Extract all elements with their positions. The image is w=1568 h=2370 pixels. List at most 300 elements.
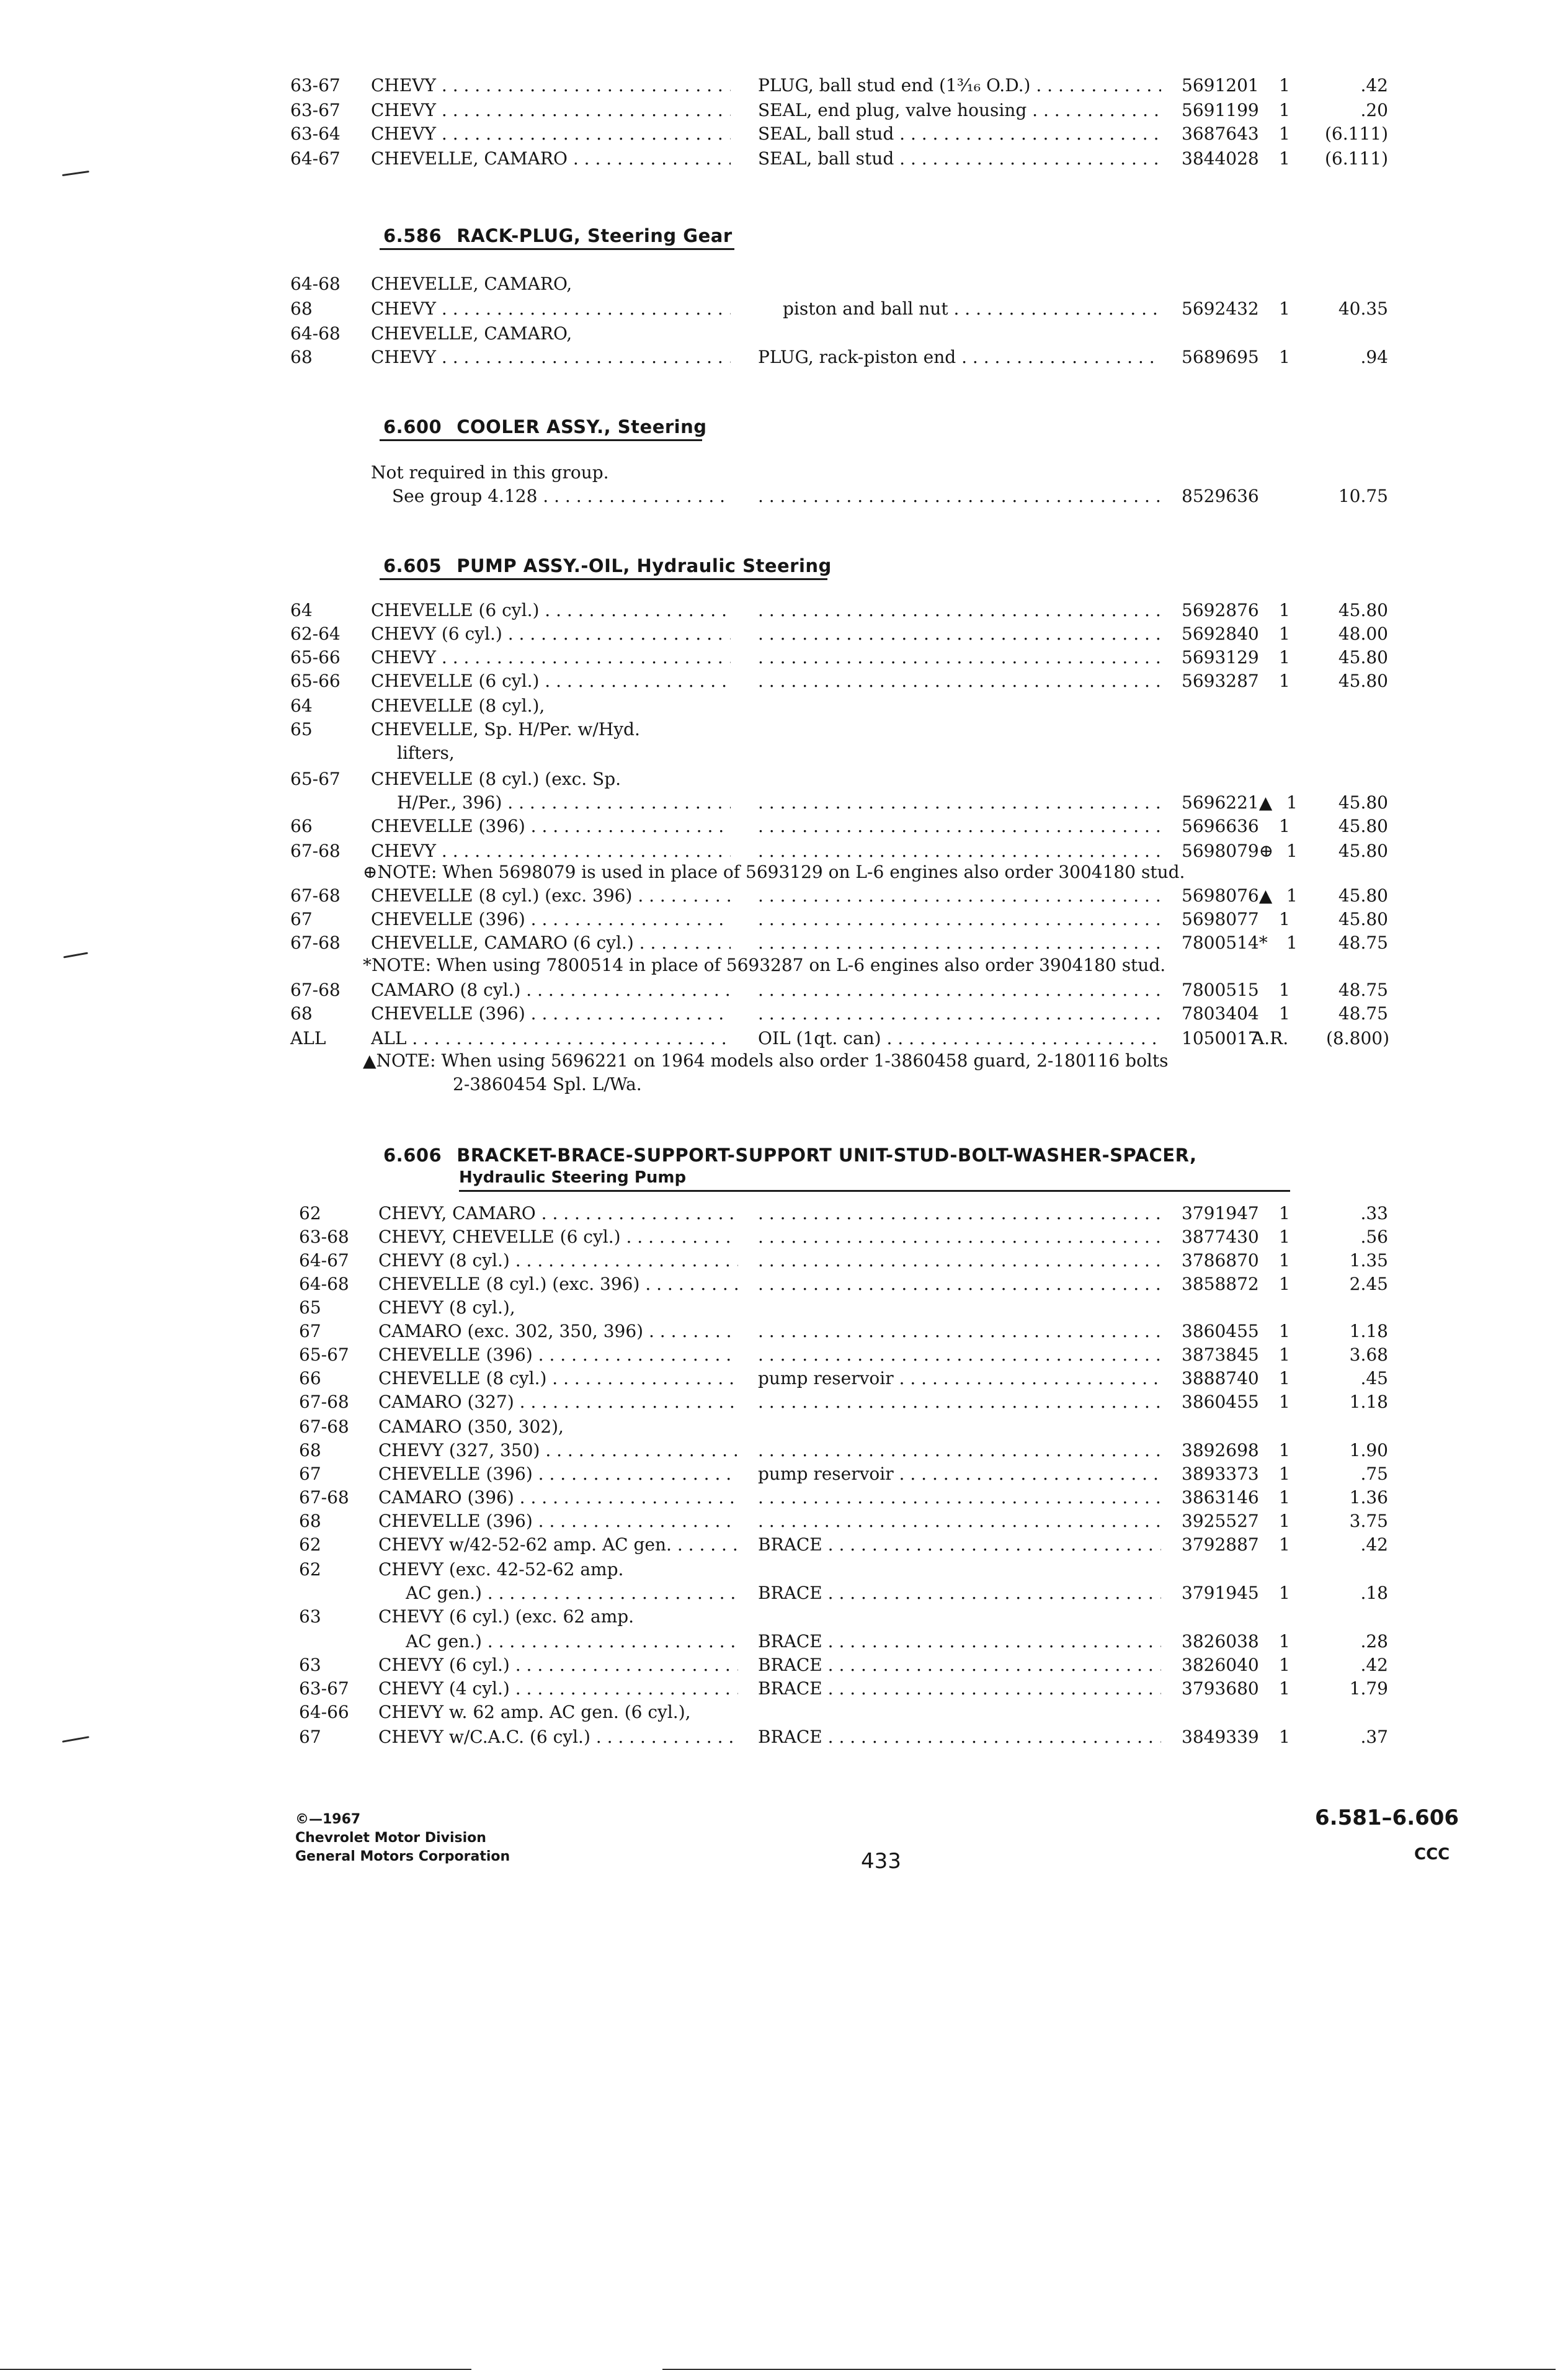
- list-item: [0, 98, 1568, 123]
- price: .56: [1360, 1227, 1388, 1247]
- price: 1.36: [1349, 1487, 1388, 1508]
- model-name: CHEVELLE (8 cyl.) . . .: [378, 1366, 738, 1391]
- price: .28: [1360, 1631, 1388, 1652]
- model-name: CHEVY . . .: [371, 98, 731, 123]
- list-item: [0, 1509, 1568, 1534]
- part-description: PLUG, rack-piston end . . .: [758, 345, 1161, 370]
- year-range: 63-64: [290, 123, 341, 144]
- price: .45: [1360, 1368, 1388, 1388]
- year-range: 65-67: [299, 1344, 349, 1365]
- quantity: 1: [1279, 1392, 1290, 1412]
- list-item: [0, 978, 1568, 1003]
- part-number: 3793680: [1182, 1678, 1259, 1699]
- quantity: 1: [1279, 600, 1290, 620]
- part-number: 5693287: [1182, 671, 1259, 691]
- list-item: [0, 767, 1568, 792]
- model-name: CHEVY . . .: [371, 297, 731, 321]
- year-range: 63-67: [299, 1678, 349, 1699]
- model-name: CHEVY w/C.A.C. (6 cyl.) . . .: [378, 1725, 738, 1750]
- section-underline: [380, 248, 734, 250]
- part-description: [758, 669, 1161, 694]
- model-name: CHEVY, CAMARO . . .: [378, 1201, 738, 1226]
- list-item: [0, 1581, 1568, 1606]
- quantity: 1: [1279, 647, 1290, 668]
- part-number: 3888740: [1182, 1368, 1259, 1388]
- list-item: [0, 669, 1568, 694]
- quantity: 1: [1286, 792, 1298, 813]
- part-description: [758, 598, 1161, 623]
- year-range: 64-66: [299, 1702, 349, 1722]
- quantity: 1: [1279, 298, 1290, 319]
- model-name: CAMARO (327) . . .: [378, 1390, 738, 1415]
- list-item: [0, 1026, 1568, 1051]
- price: (8.800): [1325, 1028, 1389, 1049]
- part-number: 3860455: [1182, 1392, 1259, 1412]
- section-number: 6.600: [383, 416, 442, 437]
- model-name: CHEVELLE (396) . . .: [371, 907, 731, 932]
- part-description: [758, 1319, 1161, 1344]
- quantity: 1: [1279, 1003, 1290, 1024]
- price: 45.80: [1338, 792, 1388, 813]
- list-item: [0, 741, 1568, 766]
- quantity: 1: [1279, 624, 1290, 644]
- part-description: [758, 1201, 1161, 1226]
- model-name: lifters,: [397, 743, 455, 763]
- part-description: OIL (1qt. can) . . .: [758, 1026, 1161, 1051]
- part-number: 5696636: [1182, 816, 1259, 836]
- model-name: CHEVELLE, CAMARO,: [371, 274, 572, 294]
- note-text: Not required in this group.: [371, 462, 609, 483]
- part-number: 3791947: [1182, 1203, 1259, 1223]
- part-description: SEAL, end plug, valve housing . . .: [758, 98, 1161, 123]
- section-number: 6.606: [383, 1145, 442, 1166]
- part-description: [758, 1225, 1161, 1250]
- year-range: 67-68: [299, 1416, 349, 1437]
- list-item: [0, 1462, 1568, 1487]
- list-item: [0, 694, 1568, 718]
- list-item: [0, 1676, 1568, 1701]
- model-name: CHEVY (6 cyl.) (exc. 62 amp.: [378, 1606, 635, 1627]
- part-description: [758, 814, 1161, 839]
- model-name: CHEVELLE (8 cyl.) (exc. 396) . . .: [378, 1272, 738, 1297]
- price: 45.80: [1338, 647, 1388, 668]
- section-underline: [380, 578, 827, 580]
- year-range: 63: [299, 1606, 321, 1627]
- part-number: 3826040: [1182, 1655, 1259, 1675]
- list-item: [0, 1532, 1568, 1557]
- quantity: 1: [1279, 1534, 1290, 1555]
- year-range: 65: [290, 719, 313, 740]
- quantity: 1: [1279, 1344, 1290, 1365]
- part-description: [758, 1438, 1161, 1463]
- list-item: [0, 345, 1568, 370]
- list-item: [0, 645, 1568, 670]
- part-number: 3826038: [1182, 1631, 1259, 1652]
- list-item: [0, 1366, 1568, 1391]
- year-range: 62: [299, 1534, 321, 1555]
- part-number: 5692876: [1182, 600, 1259, 620]
- model-name: CHEVY, CHEVELLE (6 cyl.) . . .: [378, 1225, 738, 1250]
- list-item: [0, 1415, 1568, 1439]
- quantity: 1: [1279, 909, 1290, 929]
- quantity: 1: [1279, 1227, 1290, 1247]
- price: 48.75: [1338, 980, 1388, 1000]
- section-heading: [383, 414, 707, 439]
- model-name: CAMARO (8 cyl.) . . .: [371, 978, 731, 1003]
- year-range: 64: [290, 600, 313, 620]
- model-name: CHEVELLE, CAMARO (6 cyl.) . . .: [371, 931, 731, 955]
- section-title: COOLER ASSY., Steering: [457, 416, 707, 437]
- part-number: 3877430: [1182, 1227, 1259, 1247]
- year-range: 67: [299, 1321, 321, 1341]
- part-number: 3792887: [1182, 1534, 1259, 1555]
- list-item: [0, 1225, 1568, 1250]
- model-name: CHEVELLE (396) . . .: [371, 814, 731, 839]
- model-name: CHEVELLE, Sp. H/Per. w/Hyd.: [371, 719, 640, 740]
- price: 45.80: [1338, 841, 1388, 861]
- quantity: 1: [1279, 1368, 1290, 1388]
- model-name: CHEVY (327, 350) . . .: [378, 1438, 738, 1463]
- publisher-info: [295, 1810, 510, 1866]
- year-range: 67-68: [290, 980, 341, 1000]
- quantity: 1: [1279, 100, 1290, 120]
- model-name: CHEVELLE (396) . . .: [371, 1001, 731, 1026]
- model-name: CHEVY . . .: [371, 645, 731, 670]
- list-item: [0, 1629, 1568, 1654]
- part-description: [758, 1343, 1161, 1367]
- part-number: 1050017: [1182, 1028, 1259, 1049]
- part-number: 7800515: [1182, 980, 1259, 1000]
- list-item: [0, 297, 1568, 321]
- model-name: CHEVELLE, CAMARO,: [371, 323, 572, 344]
- model-name: H/Per., 396) . . .: [397, 790, 731, 815]
- list-item: [0, 1201, 1568, 1226]
- part-description: SEAL, ball stud . . .: [758, 146, 1161, 171]
- list-item: [0, 814, 1568, 839]
- model-name: CHEVELLE (8 cyl.),: [371, 695, 545, 716]
- price: .42: [1360, 1655, 1388, 1675]
- part-description: BRACE . . .: [758, 1629, 1161, 1654]
- list-item: [0, 1725, 1568, 1750]
- quantity: 1: [1279, 1274, 1290, 1294]
- part-number: 3873845: [1182, 1344, 1259, 1365]
- list-item: [0, 1604, 1568, 1629]
- part-number: 3863146: [1182, 1487, 1259, 1508]
- year-range: 62: [299, 1559, 321, 1580]
- list-item: [0, 1295, 1568, 1320]
- list-item: [0, 73, 1568, 98]
- part-description: [758, 1390, 1161, 1415]
- model-name: CHEVY . . .: [371, 73, 731, 98]
- part-number: 3893373: [1182, 1464, 1259, 1484]
- price: .18: [1360, 1583, 1388, 1603]
- quantity: 1: [1279, 1678, 1290, 1699]
- part-number: 3925527: [1182, 1511, 1259, 1531]
- list-item: [0, 1343, 1568, 1367]
- section-heading: [383, 223, 733, 248]
- part-number: 8529636: [1182, 486, 1259, 506]
- year-range: 62: [299, 1203, 321, 1223]
- part-number: 3860455: [1182, 1321, 1259, 1341]
- price: 1.90: [1349, 1440, 1388, 1460]
- section-title: BRACKET-BRACE-SUPPORT-SUPPORT UNIT-STUD-BOLT-WASHER-SPACER,: [457, 1145, 1197, 1166]
- part-description: PLUG, ball stud end (1³⁄₁₆ O.D.) . . .: [758, 73, 1161, 98]
- year-range: ALL: [290, 1028, 326, 1049]
- quantity: A.R.: [1252, 1028, 1289, 1049]
- list-item: [0, 790, 1568, 815]
- quantity: 1: [1279, 1583, 1290, 1603]
- model-name: CHEVELLE (8 cyl.) (exc. Sp.: [371, 769, 621, 789]
- footnote: ▲NOTE: When using 5696221 on 1964 models also order 1-3860458 guard, 2-180116 bolts: [363, 1050, 1169, 1071]
- list-item: [0, 883, 1568, 908]
- part-description: [758, 978, 1161, 1003]
- model-name: CHEVY (6 cyl.) . . .: [378, 1653, 738, 1678]
- list-item: [0, 321, 1568, 346]
- year-range: 65-67: [290, 769, 341, 789]
- part-description: SEAL, ball stud . . .: [758, 122, 1161, 146]
- margin-mark: [62, 171, 89, 176]
- group-range: 6.581–6.606: [1315, 1805, 1459, 1830]
- year-range: 62-64: [290, 624, 341, 644]
- model-name: CHEVELLE (396) . . .: [378, 1462, 738, 1487]
- year-range: 67: [299, 1464, 321, 1484]
- price: 3.75: [1349, 1511, 1388, 1531]
- part-description: [758, 907, 1161, 932]
- list-item: [0, 122, 1568, 146]
- quantity: 1: [1279, 671, 1290, 691]
- part-description: pump reservoir . . .: [758, 1462, 1161, 1487]
- section-subtitle: Hydraulic Steering Pump: [459, 1168, 687, 1187]
- section-number: 6.586: [383, 225, 442, 246]
- quantity: 1: [1279, 1464, 1290, 1484]
- model-name: CHEVY w. 62 amp. AC gen. (6 cyl.),: [378, 1702, 691, 1722]
- year-range: 68: [290, 298, 313, 319]
- list-item: [0, 1485, 1568, 1510]
- year-range: 68: [299, 1440, 321, 1460]
- model-name: CHEVY . . .: [371, 122, 731, 146]
- section-underline: [459, 1190, 1290, 1192]
- year-range: 65-66: [290, 671, 341, 691]
- year-range: 64-68: [290, 323, 341, 344]
- part-description: BRACE . . .: [758, 1532, 1161, 1557]
- list-item: [0, 1557, 1568, 1582]
- section-underline: [380, 439, 702, 441]
- price: 45.80: [1338, 885, 1388, 906]
- quantity: 1: [1279, 1727, 1290, 1747]
- model-name: CHEVY (4 cyl.) . . .: [378, 1676, 738, 1701]
- price: 10.75: [1338, 486, 1388, 506]
- quantity: 1: [1279, 75, 1290, 96]
- model-name: AC gen.) . . .: [406, 1629, 739, 1654]
- list-item: [0, 1001, 1568, 1026]
- quantity: 1: [1279, 123, 1290, 144]
- list-item: [0, 598, 1568, 623]
- year-range: 64-67: [290, 148, 341, 169]
- part-number: 7800514*: [1182, 932, 1268, 953]
- year-range: 66: [299, 1368, 321, 1388]
- quantity: 1: [1279, 148, 1290, 169]
- year-range: 63: [299, 1655, 321, 1675]
- price: 1.79: [1349, 1678, 1388, 1699]
- list-item: [0, 1319, 1568, 1344]
- part-description: BRACE . . .: [758, 1581, 1161, 1606]
- part-number: 3858872: [1182, 1274, 1259, 1294]
- year-range: 67: [299, 1727, 321, 1747]
- price: .42: [1360, 75, 1388, 96]
- quantity: 1: [1279, 1250, 1290, 1271]
- model-name: CHEVELLE (8 cyl.) (exc. 396) . . .: [371, 883, 731, 908]
- year-range: 67-68: [290, 885, 341, 906]
- corporation-name: General Motors Corporation: [295, 1849, 510, 1864]
- quantity: 1: [1286, 932, 1298, 953]
- price: .94: [1360, 347, 1388, 367]
- price: 45.80: [1338, 816, 1388, 836]
- quantity: 1: [1279, 980, 1290, 1000]
- part-description: [758, 883, 1161, 908]
- footnote: 2-3860454 Spl. L/Wa.: [453, 1074, 642, 1094]
- model-name: CHEVY (8 cyl.) . . .: [378, 1248, 738, 1273]
- year-range: 68: [290, 347, 313, 367]
- price: (6.111): [1324, 123, 1388, 144]
- price: 45.80: [1338, 909, 1388, 929]
- part-description: piston and ball nut . . .: [783, 297, 1161, 321]
- part-description: [758, 1248, 1161, 1273]
- section-title: RACK-PLUG, Steering Gear: [457, 225, 733, 246]
- part-number: 5698077: [1182, 909, 1259, 929]
- quantity: 1: [1286, 841, 1298, 861]
- year-range: 67: [290, 909, 313, 929]
- model-name: CAMARO (396) . . .: [378, 1485, 738, 1510]
- part-number: 3687643: [1182, 123, 1259, 144]
- price: 45.80: [1338, 671, 1388, 691]
- year-range: 64-68: [290, 274, 341, 294]
- part-number: 5693129: [1182, 647, 1259, 668]
- quantity: 1: [1279, 1440, 1290, 1460]
- year-range: 67-68: [290, 841, 341, 861]
- price: .20: [1360, 100, 1388, 120]
- part-number: 5698079⊕: [1182, 841, 1274, 861]
- model-name: CAMARO (350, 302),: [378, 1416, 564, 1437]
- list-item: [0, 272, 1568, 297]
- quantity: 1: [1286, 885, 1298, 906]
- price: 2.45: [1349, 1274, 1388, 1294]
- list-item: [0, 1700, 1568, 1725]
- list-item: [0, 1653, 1568, 1678]
- price: 40.35: [1338, 298, 1388, 319]
- list-item: [0, 1438, 1568, 1463]
- part-number: 7803404: [1182, 1003, 1259, 1024]
- part-description: [758, 484, 1161, 509]
- model-name: CHEVELLE (396) . . .: [378, 1509, 738, 1534]
- part-description: [758, 931, 1161, 955]
- model-name: CHEVY w/42-52-62 amp. AC gen. . . . . .: [378, 1532, 738, 1557]
- part-description: [758, 622, 1161, 646]
- part-description: [758, 1485, 1161, 1510]
- part-number: 3849339: [1182, 1727, 1259, 1747]
- section-heading: [383, 1143, 1197, 1168]
- year-range: 63-68: [299, 1227, 349, 1247]
- list-item: [0, 484, 1568, 509]
- part-number: 5692432: [1182, 298, 1259, 319]
- year-range: 67-68: [299, 1392, 349, 1412]
- part-description: [758, 1509, 1161, 1534]
- model-name: CHEVELLE, CAMARO . . .: [371, 146, 731, 171]
- quantity: 1: [1279, 1655, 1290, 1675]
- list-item: [0, 907, 1568, 932]
- model-name: CHEVY (6 cyl.) . . .: [371, 622, 731, 646]
- year-range: 64-68: [299, 1274, 349, 1294]
- price: 45.80: [1338, 600, 1388, 620]
- part-number: 5689695: [1182, 347, 1259, 367]
- model-name: CHEVELLE (6 cyl.) . . .: [371, 669, 731, 694]
- catalog-code: CCC: [1414, 1845, 1450, 1864]
- year-range: 66: [290, 816, 313, 836]
- quantity: 1: [1279, 1511, 1290, 1531]
- model-name: CHEVY (exc. 42-52-62 amp.: [378, 1559, 624, 1580]
- price: 3.68: [1349, 1344, 1388, 1365]
- year-range: 67-68: [299, 1487, 349, 1508]
- quantity: 1: [1279, 1631, 1290, 1652]
- model-name: ALL . . .: [371, 1026, 731, 1051]
- part-description: [758, 645, 1161, 670]
- footnote: *NOTE: When using 7800514 in place of 5693287 on L-6 engines also order 3904180 stud.: [363, 955, 1166, 975]
- part-number: 3892698: [1182, 1440, 1259, 1460]
- price: (6.111): [1324, 148, 1388, 169]
- year-range: 64: [290, 695, 313, 716]
- section-title: PUMP ASSY.-OIL, Hydraulic Steering: [457, 555, 832, 576]
- year-range: 63-67: [290, 75, 341, 96]
- price: .42: [1360, 1534, 1388, 1555]
- list-item: [0, 146, 1568, 171]
- year-range: 67-68: [290, 932, 341, 953]
- part-description: BRACE . . .: [758, 1653, 1161, 1678]
- quantity: 1: [1279, 347, 1290, 367]
- part-number: 5692840: [1182, 624, 1259, 644]
- part-number: 5698076▲: [1182, 885, 1273, 906]
- model-name: CHEVELLE (396) . . .: [378, 1343, 738, 1367]
- list-item: [0, 931, 1568, 955]
- part-number: 5691199: [1182, 100, 1259, 120]
- model-name: CHEVY . . .: [371, 839, 731, 864]
- price: .33: [1360, 1203, 1388, 1223]
- list-item: [0, 622, 1568, 646]
- year-range: 63-67: [290, 100, 341, 120]
- price: 48.75: [1338, 1003, 1388, 1024]
- year-range: 64-67: [299, 1250, 349, 1271]
- price: 1.18: [1349, 1321, 1388, 1341]
- list-item: [0, 1272, 1568, 1297]
- model-name: CHEVY . . .: [371, 345, 731, 370]
- price: 1.18: [1349, 1392, 1388, 1412]
- part-description: [758, 1001, 1161, 1026]
- division-name: Chevrolet Motor Division: [295, 1830, 486, 1846]
- list-item: [0, 1248, 1568, 1273]
- footnote: ⊕NOTE: When 5698079 is used in place of 5693129 on L-6 engines also order 3004180 stud.: [363, 862, 1185, 882]
- model-name: See group 4.128 . . .: [392, 484, 726, 509]
- year-range: 68: [299, 1511, 321, 1531]
- part-number: 5696221▲: [1182, 792, 1273, 813]
- copyright: ©—1967: [295, 1812, 361, 1827]
- price: 1.35: [1349, 1250, 1388, 1271]
- part-number: 5691201: [1182, 75, 1259, 96]
- price: .75: [1360, 1464, 1388, 1484]
- price: 48.00: [1338, 624, 1388, 644]
- model-name: CAMARO (exc. 302, 350, 396) . . .: [378, 1319, 738, 1344]
- part-number: 3786870: [1182, 1250, 1259, 1271]
- page-number: 433: [861, 1849, 901, 1874]
- price: .37: [1360, 1727, 1388, 1747]
- part-number: 3791945: [1182, 1583, 1259, 1603]
